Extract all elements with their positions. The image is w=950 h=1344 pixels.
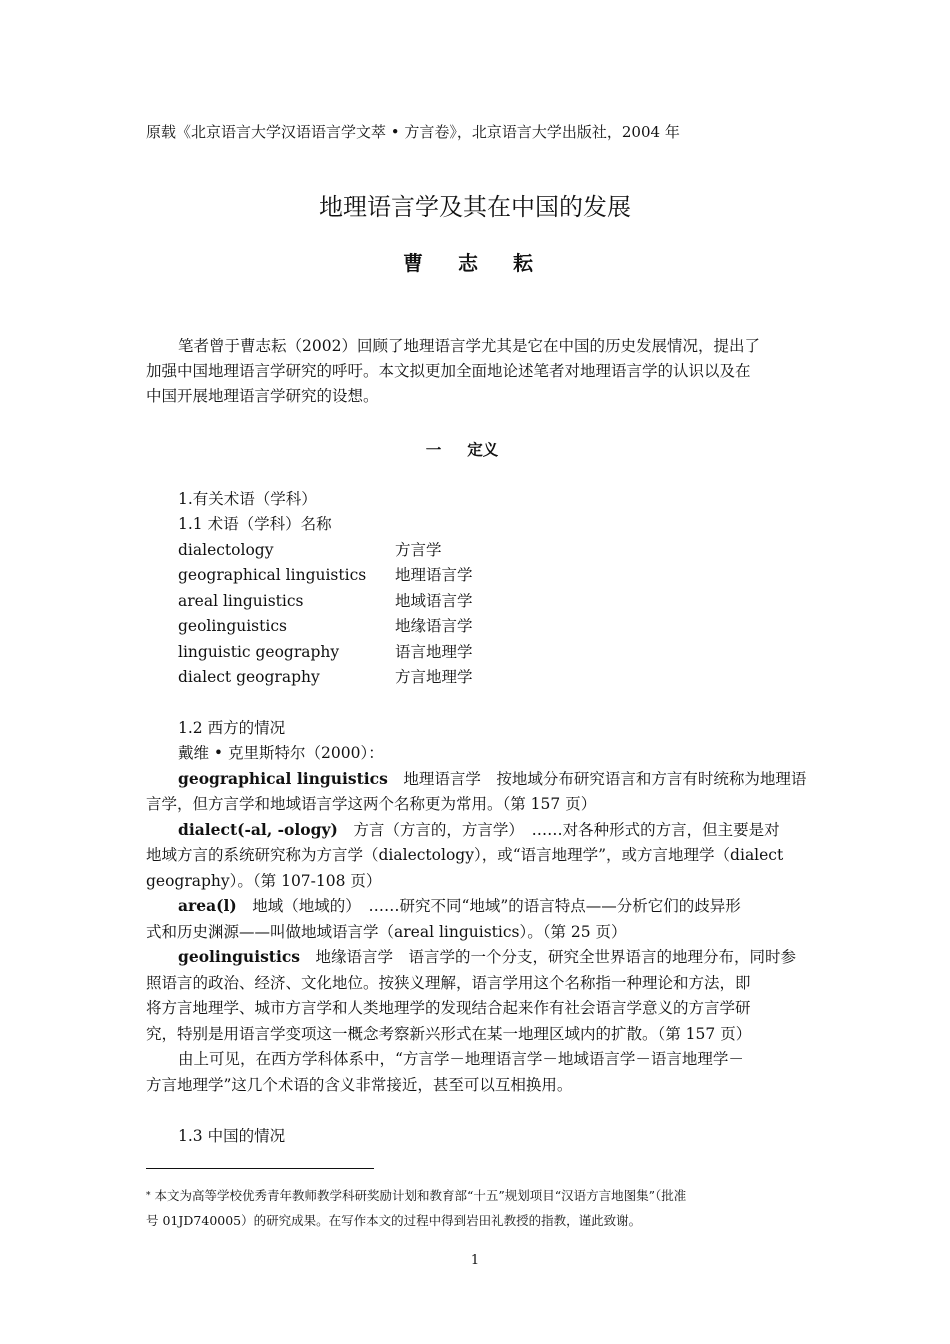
definition-text: 照语言的政治、经济、文化地位。按狭义理解，语言学用这个名称指一种理论和方法，即 <box>146 974 751 992</box>
term-en: geolinguistics <box>178 617 287 635</box>
term-en: dialectology <box>178 541 274 559</box>
definition-term: dialect(-al, -ology) <box>178 820 338 839</box>
page-number: 1 <box>470 1253 480 1268</box>
section-number: 一 <box>425 441 442 459</box>
definition-text: 方言（方言的，方言学） ……对各种形式的方言，但主要是对 <box>353 821 780 839</box>
definition-text: geography）。（第 107-108 页） <box>146 872 382 890</box>
definition-geographical-linguistics <box>178 769 806 789</box>
subheading-1: 1.有关术语（学科） <box>178 490 317 508</box>
citation-crystal: 戴维 • 克里斯特尔（2000）： <box>178 744 384 762</box>
term-en: linguistic geography <box>178 643 340 661</box>
definition-text: 式和历史渊源——叫做地域语言学（areal linguistics）。（第 25 页） <box>146 923 627 941</box>
definition-term: area(l) <box>178 896 237 915</box>
term-zh: 地理语言学 <box>395 566 473 584</box>
definition-text: 地域方言的系统研究称为方言学（dialectology），或“语言地理学”，或方言地理学（dialect <box>146 846 784 864</box>
source-note: 原载《北京语言大学汉语语言学文萃 • 方言卷》，北京语言大学出版社，2004 年 <box>146 123 680 141</box>
subheading-1-3: 1.3 中国的情况 <box>178 1127 286 1145</box>
term-en: areal linguistics <box>178 592 304 610</box>
definition-text: 将方言地理学、城市方言学和人类地理学的发现结合起来作有社会语言学意义的方言学研 <box>146 999 751 1017</box>
definition-area <box>178 896 741 916</box>
definition-term: geographical linguistics <box>178 769 388 788</box>
definition-text: 地域（地域的） ……研究不同“地域”的语言特点——分析它们的歧异形 <box>252 897 741 915</box>
definition-term: geolinguistics <box>178 947 301 966</box>
footnote-marker: * <box>146 1191 151 1201</box>
definition-dialect <box>178 820 780 840</box>
summary-line-1: 由上可见，在西方学科体系中，“方言学－地理语言学－地域语言学－语言地理学－ <box>178 1050 744 1068</box>
definition-geolinguistics <box>178 947 796 967</box>
intro-line-1: 笔者曾于曹志耘（2002）回顾了地理语言学尤其是它在中国的历史发展情况，提出了 <box>178 337 760 355</box>
definition-text: 言学，但方言学和地域语言学这两个名称更为常用。（第 157 页） <box>146 795 597 813</box>
intro-line-2: 加强中国地理语言学研究的呼吁。本文拟更加全面地论述笔者对地理语言学的认识以及在 <box>146 362 751 380</box>
subheading-1-2: 1.2 西方的情况 <box>178 719 286 737</box>
section-heading <box>0 438 950 460</box>
term-zh: 地域语言学 <box>395 592 473 610</box>
footnote-divider <box>146 1168 374 1169</box>
footnote-line-2: 号 01JD740005）的研究成果。在写作本文的过程中得到岩田礼教授的指教，谨此致谢。 <box>146 1213 642 1228</box>
term-en: dialect geography <box>178 668 320 686</box>
term-zh: 方言地理学 <box>395 668 473 686</box>
term-zh: 语言地理学 <box>395 643 473 661</box>
footnote-line-1 <box>146 1187 686 1205</box>
subheading-1-1: 1.1 术语（学科）名称 <box>178 515 332 533</box>
definition-text: 地缘语言学 语言学的一个分支，研究全世界语言的地理分布，同时参 <box>315 948 797 966</box>
footnote-text: 本文为高等学校优秀青年教师教学科研奖励计划和教育部“十五”规划项目“汉语方言地图集”（批准 <box>154 1188 687 1203</box>
term-zh: 地缘语言学 <box>395 617 473 635</box>
author-name: 曹 志 耘 <box>403 251 547 275</box>
term-zh: 方言学 <box>395 541 442 559</box>
definition-text: 究，特别是用语言学变项这一概念考察新兴形式在某一地理区域内的扩散。（第 157 页） <box>146 1025 752 1043</box>
term-en: geographical linguistics <box>178 566 367 584</box>
intro-line-3: 中国开展地理语言学研究的设想。 <box>146 387 379 405</box>
section-label: 定义 <box>467 441 499 459</box>
summary-line-2: 方言地理学”这几个术语的含义非常接近，甚至可以互相换用。 <box>146 1076 573 1094</box>
page-title: 地理语言学及其在中国的发展 <box>319 193 631 221</box>
definition-text: 地理语言学 按地域分布研究语言和方言有时统称为地理语 <box>403 770 807 788</box>
